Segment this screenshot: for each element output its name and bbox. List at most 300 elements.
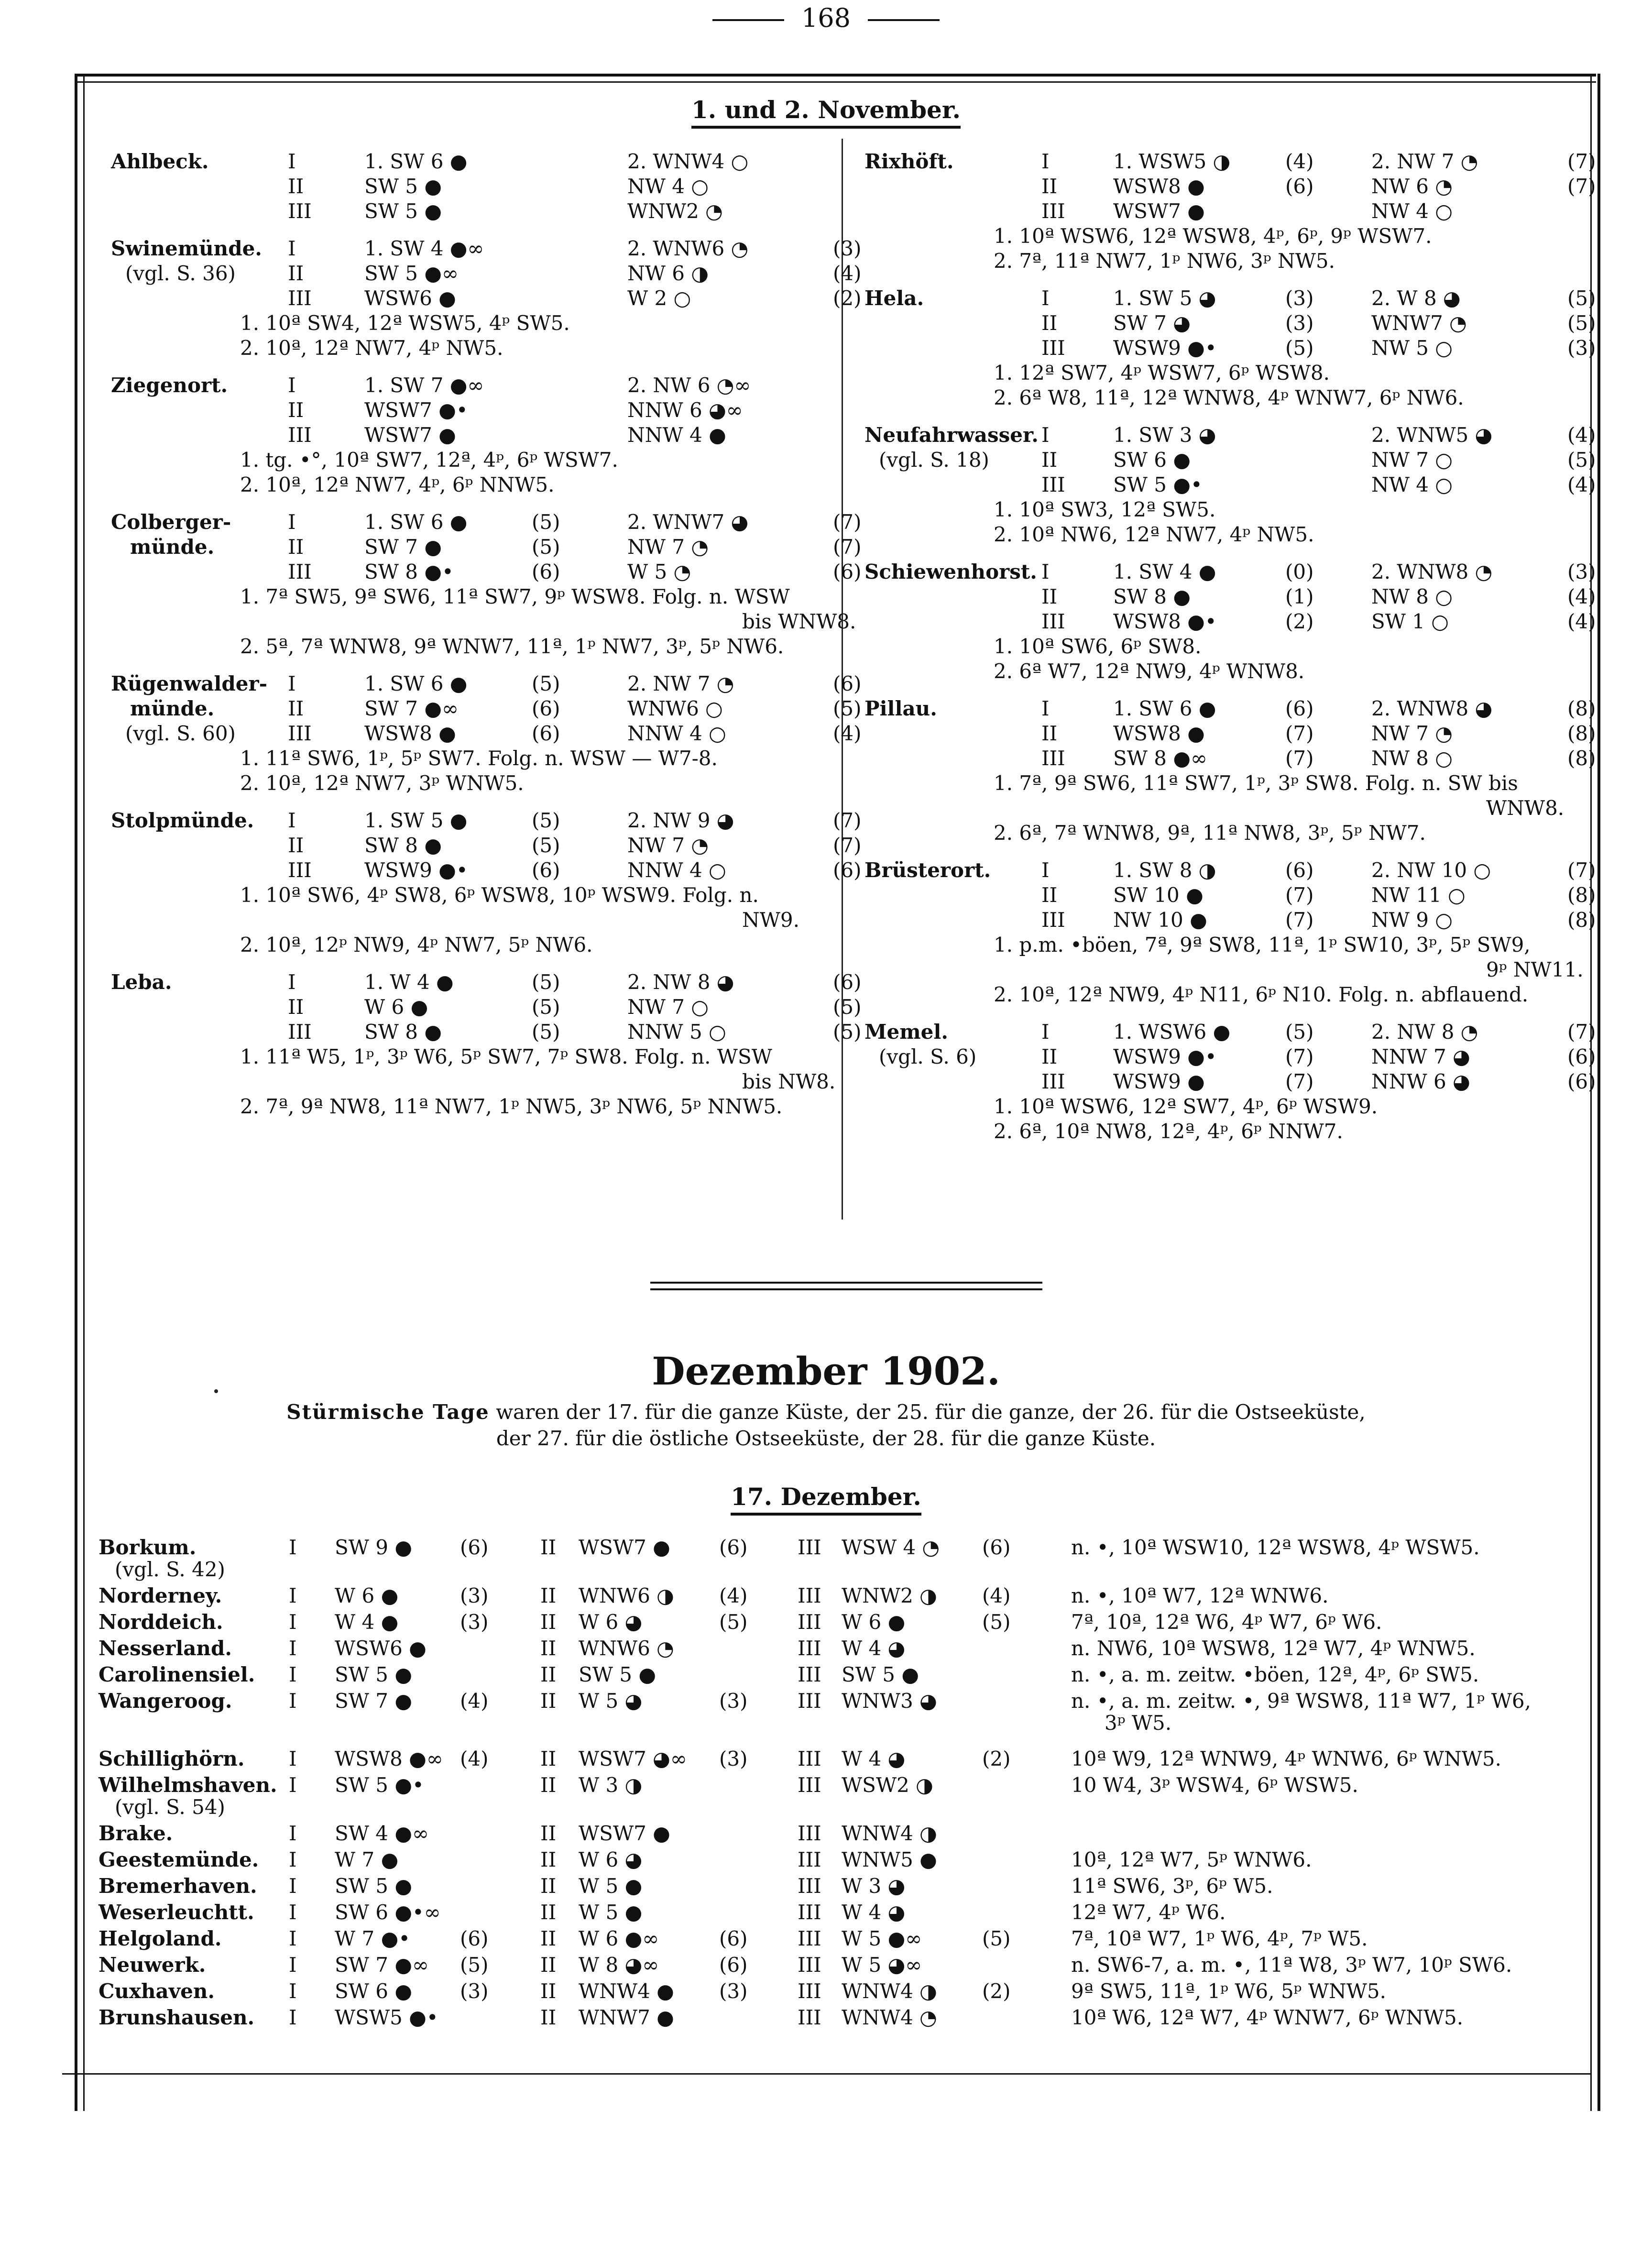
dec-row-5-obs-ii: W 5 ◕ [579, 1689, 643, 1713]
right-station-2-row-2-rank: III [1041, 473, 1065, 496]
dec-row-5-sea-ii: (3) [719, 1689, 748, 1713]
left-station-6-row-2-rank: III [288, 1020, 312, 1044]
right-station-1-note-0: 1. 12ª SW7, 4ᵖ WSW7, 6ᵖ WSW8. [994, 361, 1330, 385]
right-station-0-row-1-rank: II [1041, 175, 1058, 198]
right-station-4-row-0-day2-sea: (8) [1567, 697, 1596, 720]
right-station-3-row-1-day2-sea: (4) [1567, 585, 1596, 608]
right-station-2-row-1-day2-sea: (5) [1567, 448, 1596, 472]
dec-row-12-sea-iii: (5) [982, 1927, 1011, 1950]
dec-row-6-obs-iii: W 4 ◕ [842, 1747, 906, 1770]
left-station-4-row-2-day1: WSW8 ● [364, 722, 456, 745]
left-station-1-row-0-day1: 1. SW 4 ●∞ [364, 237, 484, 260]
right-station-2-row-0-day2-sea: (4) [1567, 423, 1596, 447]
left-station-6-name: Leba. [111, 970, 172, 994]
right-station-2-note-0: 1. 10ª SW3, 12ª SW5. [994, 498, 1216, 521]
dec-row-2-sea-iii: (5) [982, 1610, 1011, 1634]
right-station-0-row-2-rank: III [1041, 199, 1065, 223]
dec-row-13-station: Neuwerk. [98, 1953, 206, 1977]
dec-row-9-rank-iii: III [798, 1848, 821, 1871]
dec-row-2-sea-ii: (5) [719, 1610, 748, 1634]
left-station-5-row-0-day1-sea: (5) [532, 809, 560, 832]
dec-row-9-obs-ii: W 6 ◕ [579, 1848, 643, 1871]
left-station-2-row-1-day2: NNW 6 ◕∞ [627, 398, 743, 422]
dec-row-0-rank-i: I [289, 1536, 297, 1559]
right-station-5-row-1-day1: SW 10 ● [1113, 883, 1203, 907]
right-station-3-row-1-rank: II [1041, 585, 1058, 608]
right-station-5-name: Brüsterort. [864, 858, 991, 882]
dec-row-4-obs-iii: SW 5 ● [842, 1663, 919, 1686]
right-station-6-row-1-day1-sea: (7) [1285, 1045, 1314, 1068]
right-station-6-row-2-day2: NNW 6 ◕ [1371, 1070, 1470, 1093]
right-station-5-note-0: 1. p.m. •böen, 7ª, 9ª SW8, 11ª, 1ᵖ SW10, 3ᵖ, 5ᵖ SW9, [994, 933, 1531, 956]
dec-row-15-rank-i: I [289, 2006, 297, 2029]
left-station-3-name: Colberger- [111, 510, 231, 534]
right-station-2-row-1-day2: NW 7 ○ [1371, 448, 1453, 472]
right-station-3-row-0-rank: I [1041, 560, 1050, 583]
right-station-6-row-0-rank: I [1041, 1020, 1050, 1044]
right-station-4-row-2-day1-sea: (7) [1285, 747, 1314, 770]
dec-row-2-rank-ii: II [540, 1610, 557, 1634]
dec-row-14-note: 9ª SW5, 11ª, 1ᵖ W6, 5ᵖ WNW5. [1071, 1979, 1386, 2003]
left-station-3-row-2-day1-sea: (6) [532, 560, 560, 583]
right-station-3-row-1-day1: SW 8 ● [1113, 585, 1191, 608]
right-station-0-row-0-rank: I [1041, 150, 1050, 173]
right-station-6-row-0-day2-sea: (7) [1567, 1020, 1596, 1044]
left-station-3-row-1-day1-sea: (5) [532, 535, 560, 559]
dec-row-4-rank-iii: III [798, 1663, 821, 1686]
page-number: 168 [0, 3, 1652, 33]
left-station-3-row-1-day2-sea: (7) [833, 535, 862, 559]
right-station-1-row-2-rank: III [1041, 336, 1065, 360]
dec-row-10-rank-i: I [289, 1874, 297, 1898]
dec-row-15-obs-iii: WNW4 ◔ [842, 2006, 937, 2029]
dec-row-2-rank-i: I [289, 1610, 297, 1634]
left-station-2-row-0-day2: 2. NW 6 ◔∞ [627, 374, 751, 397]
left-station-6-row-1-rank: II [288, 995, 304, 1019]
right-station-1-note-1: 2. 6ª W8, 11ª, 12ª WNW8, 4ᵖ WNW7, 6ᵖ NW6. [994, 386, 1464, 409]
right-station-0-row-1-day1: WSW8 ● [1113, 175, 1205, 198]
right-station-1-row-0-rank: I [1041, 286, 1050, 310]
dec-row-6-sea-iii: (2) [982, 1747, 1011, 1770]
left-station-3-row-0-rank: I [288, 510, 296, 534]
right-station-4-row-2-day2: NW 8 ○ [1371, 747, 1453, 770]
left-station-2-name: Ziegenort. [111, 374, 228, 397]
right-station-6-note-1: 2. 6ª, 10ª NW8, 12ª, 4ᵖ, 6ᵖ NNW7. [994, 1120, 1343, 1143]
dec-row-11-obs-ii: W 5 ● [579, 1901, 643, 1924]
dec-row-14-obs-ii: WNW4 ● [579, 1979, 674, 2003]
dec-row-4-rank-ii: II [540, 1663, 557, 1686]
right-station-6-name: Memel. [864, 1020, 948, 1044]
left-station-5-row-1-day2: NW 7 ◔ [627, 834, 709, 857]
dec-row-2-obs-ii: W 6 ◕ [579, 1610, 643, 1634]
dec-row-0-obs-ii: WSW7 ● [579, 1536, 670, 1559]
right-station-6-row-2-day1-sea: (7) [1285, 1070, 1314, 1093]
right-station-2-row-2-day1: SW 5 ●• [1113, 473, 1203, 496]
dec-row-15-obs-i: WSW5 ●• [335, 2006, 438, 2029]
right-station-4-row-1-day1-sea: (7) [1285, 722, 1314, 745]
dec-row-2-rank-iii: III [798, 1610, 821, 1634]
dec-row-13-note: n. SW6-7, a. m. •, 11ª W8, 3ᵖ W7, 10ᵖ SW6. [1071, 1953, 1512, 1977]
dec-row-3-rank-iii: III [798, 1637, 821, 1660]
dec-row-1-rank-iii: III [798, 1584, 821, 1607]
dec-row-1-obs-iii: WNW2 ◑ [842, 1584, 937, 1607]
dec-row-1-rank-i: I [289, 1584, 297, 1607]
dec-row-4-note: n. •, a. m. zeitw. •böen, 12ª, 4ᵖ, 6ᵖ SW5. [1071, 1663, 1479, 1686]
left-station-1-row-2-rank: III [288, 286, 312, 310]
dec-row-6-obs-ii: WSW7 ◕∞ [579, 1747, 687, 1770]
right-station-5-row-2-day2-sea: (8) [1567, 908, 1596, 932]
right-station-3-name: Schiewenhorst. [864, 560, 1037, 583]
right-station-2-name: Neufahrwasser. [864, 423, 1039, 447]
right-station-5-row-0-day1-sea: (6) [1285, 858, 1314, 882]
left-station-4-row-1-day1-sea: (6) [532, 697, 560, 720]
left-station-4-row-2-day2-sea: (4) [833, 722, 862, 745]
dec-row-14-obs-iii: WNW4 ◑ [842, 1979, 937, 2003]
dec-row-10-rank-iii: III [798, 1874, 821, 1898]
left-station-5-row-1-day1-sea: (5) [532, 834, 560, 857]
dec-row-11-station: Weserleuchtt. [98, 1901, 254, 1924]
left-station-2-row-0-rank: I [288, 374, 296, 397]
dec-row-13-obs-i: SW 7 ●∞ [335, 1953, 429, 1977]
dec-row-12-sea-i: (6) [460, 1927, 489, 1950]
right-station-2-row-1-rank: II [1041, 448, 1058, 472]
left-station-5-row-0-day2-sea: (7) [833, 809, 862, 832]
left-station-5-row-0-day2: 2. NW 9 ◕ [627, 809, 734, 832]
dec-row-1-sea-i: (3) [460, 1584, 489, 1607]
dec-row-7-obs-ii: W 3 ◑ [579, 1773, 643, 1797]
dec-row-2-obs-iii: W 6 ● [842, 1610, 906, 1634]
dec-row-2-obs-i: W 4 ● [335, 1610, 399, 1634]
dec-row-12-obs-ii: W 6 ●∞ [579, 1927, 659, 1950]
left-station-1-note-1: 2. 10ª, 12ª NW7, 4ᵖ NW5. [240, 336, 503, 360]
right-station-2-row-2-day2-sea: (4) [1567, 473, 1596, 496]
right-station-5-row-1-day2-sea: (8) [1567, 883, 1596, 907]
left-station-3-row-0-day1: 1. SW 6 ● [364, 510, 468, 534]
dec-row-13-rank-iii: III [798, 1953, 821, 1977]
dec-row-9-note: 10ª, 12ª W7, 5ᵖ WNW6. [1071, 1848, 1312, 1871]
right-station-4-row-0-day2: 2. WNW8 ◕ [1371, 697, 1493, 720]
left-station-4-row-2-day2: NNW 4 ○ [627, 722, 726, 745]
dec-row-7-station: Wilhelmshaven. [98, 1773, 277, 1797]
dec-row-5-sea-i: (4) [460, 1689, 489, 1713]
november-title: 1. und 2. November. [0, 96, 1652, 124]
dec-row-10-obs-iii: W 3 ◕ [842, 1874, 906, 1898]
right-station-6-row-2-day2-sea: (6) [1567, 1070, 1596, 1093]
right-station-1-row-0-day1-sea: (3) [1285, 286, 1314, 310]
dec-row-5-note: n. •, a. m. zeitw. •, 9ª WSW8, 11ª W7, 1ᵖ W6, [1071, 1689, 1531, 1713]
dec-row-12-rank-i: I [289, 1927, 297, 1950]
left-station-1-row-0-day2-sea: (3) [833, 237, 862, 260]
left-station-4-row-0-rank: I [288, 672, 296, 695]
dec-row-0-sea-ii: (6) [719, 1536, 748, 1559]
left-station-5-name: Stolpmünde. [111, 809, 254, 832]
dec-row-12-obs-i: W 7 ●• [335, 1927, 411, 1950]
right-station-4-row-0-rank: I [1041, 697, 1050, 720]
dec-row-0-obs-iii: WSW 4 ◔ [842, 1536, 940, 1559]
right-station-5-row-2-day2: NW 9 ○ [1371, 908, 1453, 932]
dec-row-5-rank-ii: II [540, 1689, 557, 1713]
left-station-2-note-0: 1. tg. •°, 10ª SW7, 12ª, 4ᵖ, 6ᵖ WSW7. [240, 448, 618, 472]
left-station-4-note-0: 1. 11ª SW6, 1ᵖ, 5ᵖ SW7. Folg. n. WSW — W7-8. [240, 747, 718, 770]
right-station-2-row-0-rank: I [1041, 423, 1050, 447]
left-station-3-row-1-day2: NW 7 ◔ [627, 535, 709, 559]
dec-row-9-obs-i: W 7 ● [335, 1848, 399, 1871]
dec-row-8-rank-i: I [289, 1822, 297, 1845]
left-station-2-row-2-day1: WSW7 ● [364, 423, 456, 447]
right-station-1-row-0-day2: 2. W 8 ◕ [1371, 286, 1461, 310]
right-station-0-row-1-day1-sea: (6) [1285, 175, 1314, 198]
right-station-2-row-0-day2: 2. WNW5 ◕ [1371, 423, 1493, 447]
left-station-5-row-2-rank: III [288, 858, 312, 882]
dec-row-6-rank-ii: II [540, 1747, 557, 1770]
left-station-6-row-2-day1-sea: (5) [532, 1020, 560, 1044]
dec-row-14-sea-ii: (3) [719, 1979, 748, 2003]
right-station-3-row-2-day1-sea: (2) [1285, 610, 1314, 633]
right-station-4-row-2-day2-sea: (8) [1567, 747, 1596, 770]
dec-row-7-obs-i: SW 5 ●• [335, 1773, 424, 1797]
right-station-5-row-2-rank: III [1041, 908, 1065, 932]
dec-row-4-rank-i: I [289, 1663, 297, 1686]
december-title: Dezember 1902. [652, 1349, 1000, 1394]
left-station-3-note-0: 1. 7ª SW5, 9ª SW6, 11ª SW7, 9ᵖ WSW8. Folg. n. WSW [240, 585, 790, 608]
right-station-6-row-2-day1: WSW9 ● [1113, 1070, 1205, 1093]
left-station-0-row-0-day2: 2. WNW4 ○ [627, 150, 749, 173]
right-station-0-row-2-day1: WSW7 ● [1113, 199, 1205, 223]
dec-row-4-station: Carolinensiel. [98, 1663, 255, 1686]
dec-row-2-sea-i: (3) [460, 1610, 489, 1634]
dec-row-7-note: 10 W4, 3ᵖ WSW4, 6ᵖ WSW5. [1071, 1773, 1358, 1797]
dec-row-1-obs-ii: WNW6 ◑ [579, 1584, 674, 1607]
left-station-0-row-2-day1: SW 5 ● [364, 199, 442, 223]
left-station-6-row-0-day1: 1. W 4 ● [364, 970, 454, 994]
dec-row-7-ref: (vgl. S. 54) [115, 1795, 225, 1819]
left-station-3-note-2: 2. 5ª, 7ª WNW8, 9ª WNW7, 11ª, 1ᵖ NW7, 3ᵖ, 5ᵖ NW6. [240, 635, 784, 658]
left-station-0-row-0-rank: I [288, 150, 296, 173]
dec-row-13-obs-iii: W 5 ◕∞ [842, 1953, 922, 1977]
left-station-1-row-1-rank: II [288, 262, 304, 285]
dec-row-8-obs-ii: WSW7 ● [579, 1822, 670, 1845]
right-station-5-row-0-day1: 1. SW 8 ◑ [1113, 858, 1216, 882]
dec-row-13-rank-ii: II [540, 1953, 557, 1977]
right-station-2-row-1-day1: SW 6 ● [1113, 448, 1191, 472]
left-station-4-note-1: 2. 10ª, 12ª NW7, 3ᵖ WNW5. [240, 771, 524, 795]
section-separator [650, 1282, 1042, 1290]
dec-row-5-obs-i: SW 7 ● [335, 1689, 413, 1713]
dec-row-8-rank-iii: III [798, 1822, 821, 1845]
left-station-2-row-1-day1: WSW7 ●• [364, 398, 468, 422]
dec-row-1-sea-ii: (4) [719, 1584, 748, 1607]
right-station-6-row-2-rank: III [1041, 1070, 1065, 1093]
dec-row-10-rank-ii: II [540, 1874, 557, 1898]
right-station-5-row-1-day2: NW 11 ○ [1371, 883, 1466, 907]
left-station-3-note-1: bis WNW8. [742, 610, 856, 633]
left-station-3-row-2-day2-sea: (6) [833, 560, 862, 583]
dec-row-0-obs-i: SW 9 ● [335, 1536, 413, 1559]
dec-row-14-sea-iii: (2) [982, 1979, 1011, 2003]
dec-row-6-station: Schillighörn. [98, 1747, 245, 1770]
left-station-6-row-0-day1-sea: (5) [532, 970, 560, 994]
right-station-4-row-1-rank: II [1041, 722, 1058, 745]
right-station-3-row-0-day1-sea: (0) [1285, 560, 1314, 583]
right-station-3-note-1: 2. 6ª W7, 12ª NW9, 4ᵖ WNW8. [994, 659, 1305, 683]
left-station-1-name: Swinemünde. [111, 237, 262, 260]
left-station-0-row-1-rank: II [288, 175, 304, 198]
dec-row-1-obs-i: W 6 ● [335, 1584, 399, 1607]
right-station-3-row-2-day1: WSW8 ●• [1113, 610, 1217, 633]
right-station-2-row-2-day2: NW 4 ○ [1371, 473, 1453, 496]
dec-row-3-station: Nesserland. [98, 1637, 232, 1660]
left-station-1-row-1-day2: NW 6 ◑ [627, 262, 709, 285]
dec-row-9-obs-iii: WNW5 ● [842, 1848, 937, 1871]
right-station-6-row-1-day2: NNW 7 ◕ [1371, 1045, 1470, 1068]
right-station-5-note-1: 9ᵖ NW11. [1486, 958, 1584, 981]
left-station-4-row-1-rank: II [288, 697, 304, 720]
left-station-4-row-0-day2: 2. NW 7 ◔ [627, 672, 734, 695]
right-station-1-row-0-day1: 1. SW 5 ◕ [1113, 286, 1216, 310]
left-station-5-row-0-rank: I [288, 809, 296, 832]
right-station-0-name: Rixhöft. [864, 150, 954, 173]
right-station-2-note-1: 2. 10ª NW6, 12ª NW7, 4ᵖ NW5. [994, 523, 1314, 546]
left-station-0-row-2-rank: III [288, 199, 312, 223]
right-station-3-row-0-day2: 2. WNW8 ◔ [1371, 560, 1493, 583]
dec-row-8-obs-iii: WNW4 ◑ [842, 1822, 937, 1845]
left-station-5-row-2-day1-sea: (6) [532, 858, 560, 882]
left-station-3-row-0-day2: 2. WNW7 ◕ [627, 510, 749, 534]
right-station-6-row-1-day2-sea: (6) [1567, 1045, 1596, 1068]
dec-row-3-obs-iii: W 4 ◕ [842, 1637, 906, 1660]
left-station-6-row-1-day1-sea: (5) [532, 995, 560, 1019]
dec-row-0-ref: (vgl. S. 42) [115, 1558, 225, 1581]
dec-row-6-note: 10ª W9, 12ª WNW9, 4ᵖ WNW6, 6ᵖ WNW5. [1071, 1747, 1502, 1770]
left-station-4-row-1-day2: WNW6 ○ [627, 697, 723, 720]
right-station-0-row-0-day1: 1. WSW5 ◑ [1113, 150, 1231, 173]
dec-row-5-rank-i: I [289, 1689, 297, 1713]
right-station-4-row-1-day2-sea: (8) [1567, 722, 1596, 745]
dec-row-6-sea-ii: (3) [719, 1747, 748, 1770]
left-station-6-row-0-day2-sea: (6) [833, 970, 862, 994]
left-station-3-row-2-day2: W 5 ◔ [627, 560, 691, 583]
right-station-6-row-1-day1: WSW9 ●• [1113, 1045, 1217, 1068]
dec-row-2-station: Norddeich. [98, 1610, 223, 1634]
left-station-3-row-1-rank: II [288, 535, 304, 559]
left-station-1-row-0-rank: I [288, 237, 296, 260]
right-station-5-row-2-day1: NW 10 ● [1113, 908, 1207, 932]
december-intro [0, 1399, 1652, 1426]
right-station-0-row-0-day2-sea: (7) [1567, 150, 1596, 173]
right-station-3-row-0-day1: 1. SW 4 ● [1113, 560, 1216, 583]
left-station-1-row-2-day2-sea: (2) [833, 286, 862, 310]
right-station-5-row-0-day2: 2. NW 10 ○ [1371, 858, 1491, 882]
dec-row-9-rank-ii: II [540, 1848, 557, 1871]
dec-row-7-obs-iii: WSW2 ◑ [842, 1773, 933, 1797]
right-station-1-row-2-day1: WSW9 ●• [1113, 336, 1217, 360]
dec-row-1-sea-iii: (4) [982, 1584, 1011, 1607]
right-station-4-name: Pillau. [864, 697, 937, 720]
dec-row-8-station: Brake. [98, 1822, 173, 1845]
dec-row-14-obs-i: SW 6 ● [335, 1979, 413, 2003]
left-station-5-row-2-day1: WSW9 ●• [364, 858, 468, 882]
left-station-4-row-2-day1-sea: (6) [532, 722, 560, 745]
right-station-6-note-0: 1. 10ª WSW6, 12ª SW7, 4ᵖ, 6ᵖ WSW9. [994, 1095, 1378, 1118]
right-station-1-name: Hela. [864, 286, 924, 310]
dec-row-13-obs-ii: W 8 ◕∞ [579, 1953, 659, 1977]
left-station-5-note-0: 1. 10ª SW6, 4ᵖ SW8, 6ᵖ WSW8, 10ᵖ WSW9. Folg. n. [240, 883, 759, 907]
dec-row-5-obs-iii: WNW3 ◕ [842, 1689, 937, 1713]
dec-row-14-station: Cuxhaven. [98, 1979, 215, 2003]
right-station-4-row-1-day1: WSW8 ● [1113, 722, 1205, 745]
dec-row-3-rank-i: I [289, 1637, 297, 1660]
right-station-4-row-0-day1: 1. SW 6 ● [1113, 697, 1216, 720]
left-station-6-note-0: 1. 11ª W5, 1ᵖ, 3ᵖ W6, 5ᵖ SW7, 7ᵖ SW8. Folg. n. WSW [240, 1045, 772, 1068]
dec-row-5-rank-iii: III [798, 1689, 821, 1713]
left-station-6-row-2-day2: NNW 5 ○ [627, 1020, 726, 1044]
left-station-4-name2: münde. [130, 697, 215, 720]
left-station-4-row-0-day1: 1. SW 6 ● [364, 672, 468, 695]
left-station-2-row-2-day2: NNW 4 ● [627, 423, 726, 447]
december-17-title: 17. Dezember. [0, 1483, 1652, 1511]
right-station-5-row-1-day1-sea: (7) [1285, 883, 1314, 907]
right-station-5-row-0-rank: I [1041, 858, 1050, 882]
speck [214, 1389, 218, 1393]
right-station-0-row-1-day2: NW 6 ◔ [1371, 175, 1453, 198]
left-station-6-row-1-day1: W 6 ● [364, 995, 428, 1019]
dec-row-3-obs-ii: WNW6 ◔ [579, 1637, 674, 1660]
frame-left [75, 74, 85, 2111]
dec-row-0-sea-iii: (6) [982, 1536, 1011, 1559]
left-station-5-row-1-rank: II [288, 834, 304, 857]
right-station-4-note-1: WNW8. [1486, 796, 1564, 820]
right-station-3-row-1-day1-sea: (1) [1285, 585, 1314, 608]
right-station-2-row-0-day1: 1. SW 3 ◕ [1113, 423, 1216, 447]
dec-row-5-station: Wangeroog. [98, 1689, 232, 1713]
right-station-4-row-0-day1-sea: (6) [1285, 697, 1314, 720]
intro-bold: Stürmische Tage [286, 1400, 490, 1424]
left-station-6-row-2-day2-sea: (5) [833, 1020, 862, 1044]
right-station-6-row-0-day1: 1. WSW6 ● [1113, 1020, 1231, 1044]
dec-row-15-rank-ii: II [540, 2006, 557, 2029]
dec-row-11-note: 12ª W7, 4ᵖ W6. [1071, 1901, 1226, 1924]
dec-row-14-rank-i: I [289, 1979, 297, 2003]
right-station-1-row-1-day1-sea: (3) [1285, 311, 1314, 335]
dec-row-7-rank-i: I [289, 1773, 297, 1797]
dec-row-5-note2: 3ᵖ W5. [1105, 1711, 1172, 1735]
dec-row-4-obs-i: SW 5 ● [335, 1663, 413, 1686]
left-station-4-row-1-day2-sea: (5) [833, 697, 862, 720]
left-station-1-row-1-day2-sea: (4) [833, 262, 862, 285]
right-station-0-note-0: 1. 10ª WSW6, 12ª WSW8, 4ᵖ, 6ᵖ, 9ᵖ WSW7. [994, 224, 1432, 248]
dec-row-2-note: 7ª, 10ª, 12ª W6, 4ᵖ W7, 6ᵖ W6. [1071, 1610, 1382, 1634]
left-station-5-row-0-day1: 1. SW 5 ● [364, 809, 468, 832]
dec-row-14-rank-iii: III [798, 1979, 821, 2003]
left-station-4-ref: (vgl. S. 60) [125, 722, 236, 745]
right-station-2-ref: (vgl. S. 18) [879, 448, 989, 472]
left-station-4-row-0-day1-sea: (5) [532, 672, 560, 695]
dec-row-12-sea-ii: (6) [719, 1927, 748, 1950]
dec-row-8-rank-ii: II [540, 1822, 557, 1845]
left-station-6-row-0-rank: I [288, 970, 296, 994]
left-station-0-row-0-day1: 1. SW 6 ● [364, 150, 468, 173]
right-station-0-note-1: 2. 7ª, 11ª NW7, 1ᵖ NW6, 3ᵖ NW5. [994, 249, 1335, 273]
left-station-5-row-2-day2-sea: (6) [833, 858, 862, 882]
right-station-1-row-0-day2-sea: (5) [1567, 286, 1596, 310]
dec-row-12-obs-iii: W 5 ●∞ [842, 1927, 922, 1950]
dec-row-3-note: n. NW6, 10ª WSW8, 12ª W7, 4ᵖ WNW5. [1071, 1637, 1476, 1660]
right-station-1-row-2-day2-sea: (3) [1567, 336, 1596, 360]
left-station-6-note-1: bis NW8. [742, 1070, 836, 1093]
left-station-0-row-1-day1: SW 5 ● [364, 175, 442, 198]
dec-row-11-rank-i: I [289, 1901, 297, 1924]
left-station-6-row-2-day1: SW 8 ● [364, 1020, 442, 1044]
